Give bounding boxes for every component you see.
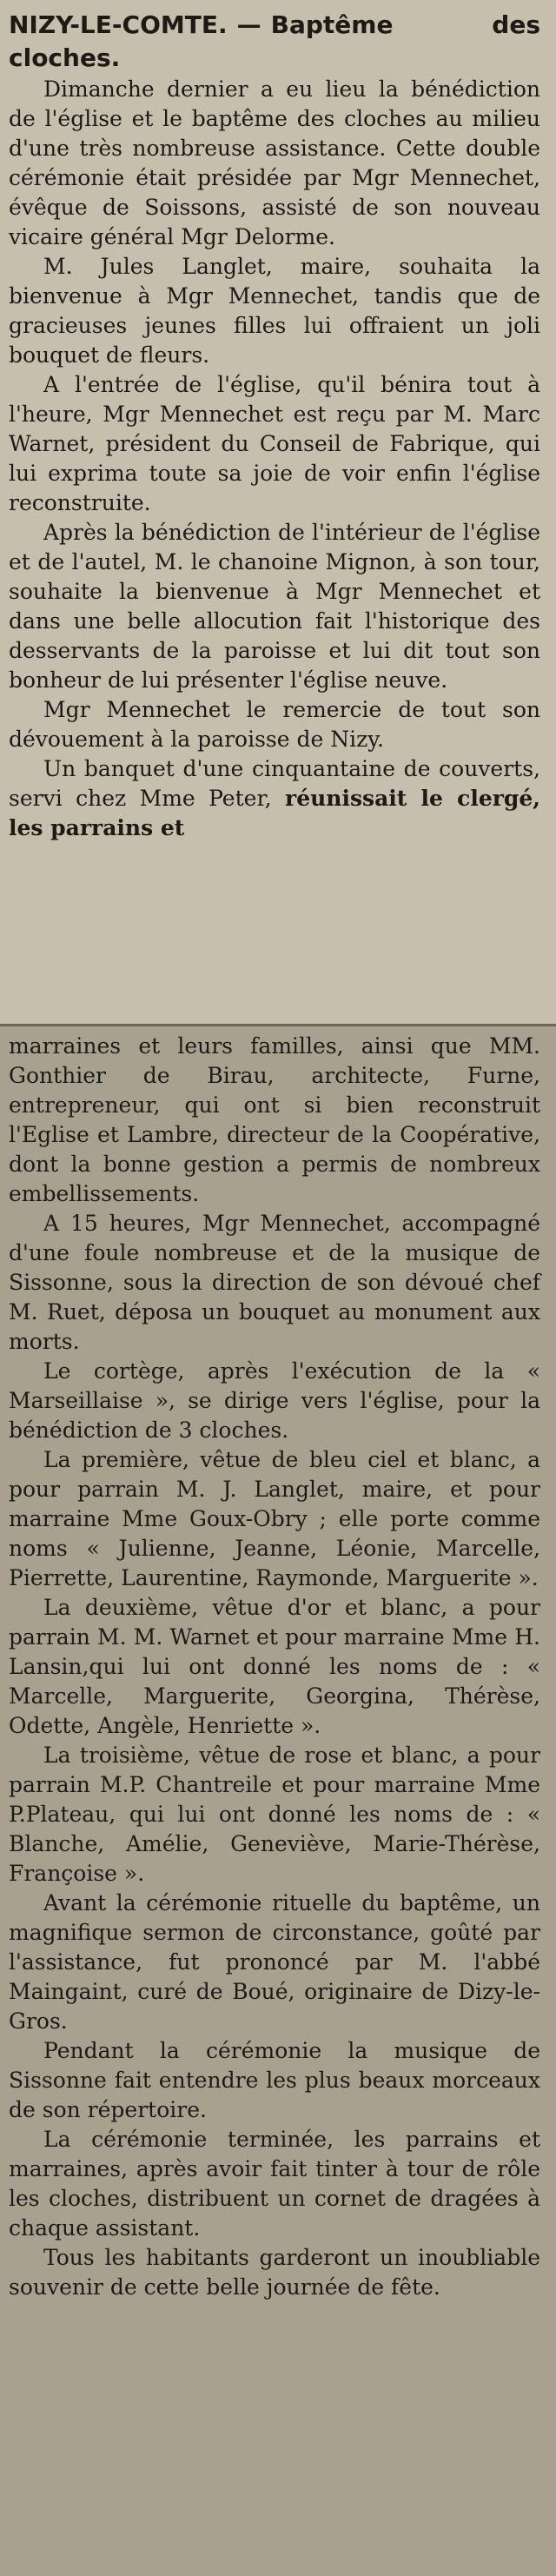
paragraph-closing: Tous les habitants garderont un inoubliable souvenir de cette belle journée de fête. <box>9 2245 540 2300</box>
clipping-top <box>0 0 556 1024</box>
paragraph-third-bell: La troisième, vêtue de rose et blanc, a pour parrain M.P. Chantreile et pour marraine Mme P.Plateau, qui lui ont donné les noms de : « Blanche, Amélie, Geneviève, Marie-Thérèse, Françoise ». <box>9 1743 540 1886</box>
paragraph-benediction: Après la bénédiction de l'intérieur de l'église et de l'autel, M. le chanoine Mignon, à son tour, souhaite la bienvenue à Mgr Mennechet et dans une belle allocution fait l'historique des desservants de la paroisse et lui dit tout son bonheur de lui présenter l'église neuve. <box>9 520 540 693</box>
banquet-text: Un banquet d'une cinquantaine de couverts, servi chez Mme Peter, <box>9 756 540 811</box>
paragraph-guests: marraines et leurs familles, ainsi que MM. Gonthier de Birau, architecte, Furne, entrepreneur, qui ont si bien reconstruit l'Eglise et Lambre, directeur de la Coopérative, dont la bonne gestion a permis de nombreux embellissements. <box>9 1033 540 1206</box>
banquet-bold-text: réunissait le clergé, les parrains et <box>9 786 540 840</box>
paragraph-music: Pendant la cérémonie la musique de Sissonne fait entendre les plus beaux morceaux de son répertoire. <box>9 2038 540 2122</box>
clipping-bottom <box>0 1024 556 2576</box>
paragraph-second-bell: La deuxième, vêtue d'or et blanc, a pour parrain M. M. Warnet et pour marraine Mme H. Lansin,qui lui ont donné les noms de : « Marcelle, Marguerite, Georgina, Thérèse, Odette, Angèle, Henriette ». <box>9 1595 540 1738</box>
headline-place: NIZY-LE-COMTE. <box>9 10 228 39</box>
paragraph-sermon: Avant la cérémonie rituelle du baptême, un magnifique sermon de circonstance, goûté par l'assistance, fut prononcé par M. l'abbé Maingaint, curé de Boué, originaire de Dizy-le-Gros. <box>9 1890 540 2034</box>
paragraph-thanks: Mgr Mennechet le remercie de tout son dévouement à la paroisse de Nizy. <box>9 697 540 752</box>
paragraph-first-bell: La première, vêtue de bleu ciel et blanc, a pour parrain M. J. Langlet, maire, et pour marraine Mme Goux-Obry ; elle porte comme noms « Julienne, Jeanne, Léonie, Marcelle, Pierrette, Laurentine, Raymonde, Marguerite ». <box>9 1447 540 1590</box>
paragraph-banquet <box>9 754 540 843</box>
paragraph-monument: A 15 heures, Mgr Mennechet, accompagné d'une foule nombreuse et de la musique de Sissonne, sous la direction de son dévoué chef M. Ruet, déposa un bouquet au monument aux morts. <box>9 1211 540 1354</box>
paragraph-procession: Le cortège, après l'exécution de la « Marseillaise », se dirige vers l'église, pour la bénédiction de 3 cloches. <box>9 1358 540 1443</box>
article-headline <box>9 9 540 75</box>
paragraph-ceremony: Dimanche dernier a eu lieu la bénédiction de l'église et le baptême des cloches au milieu d'une très nombreuse assistance. Cette double cérémonie était présidée par Mgr Mennechet, évêque de Soissons, assisté de son nouveau vicaire général Mgr Delorme. <box>9 76 540 249</box>
paragraph-dragees: La cérémonie terminée, les parrains et marraines, après avoir fait tinter à tour de rôle les cloches, distribuent un cornet de dragées à chaque assistant. <box>9 2127 540 2241</box>
headline-title: Baptême des cloches. <box>9 10 540 72</box>
paragraph-entrance: A l'entrée de l'église, qu'il bénira tout à l'heure, Mgr Mennechet est reçu par M. Marc Warnet, président du Conseil de Fabrique, qui lui exprima toute sa joie de voir enfin l'église reconstruite. <box>9 372 540 515</box>
paragraph-welcome: M. Jules Langlet, maire, souhaita la bienvenue à Mgr Mennechet, tandis que de gracieuses jeunes filles lui offraient un joli bouquet de fleurs. <box>9 254 540 368</box>
headline-dash: — <box>236 10 261 39</box>
